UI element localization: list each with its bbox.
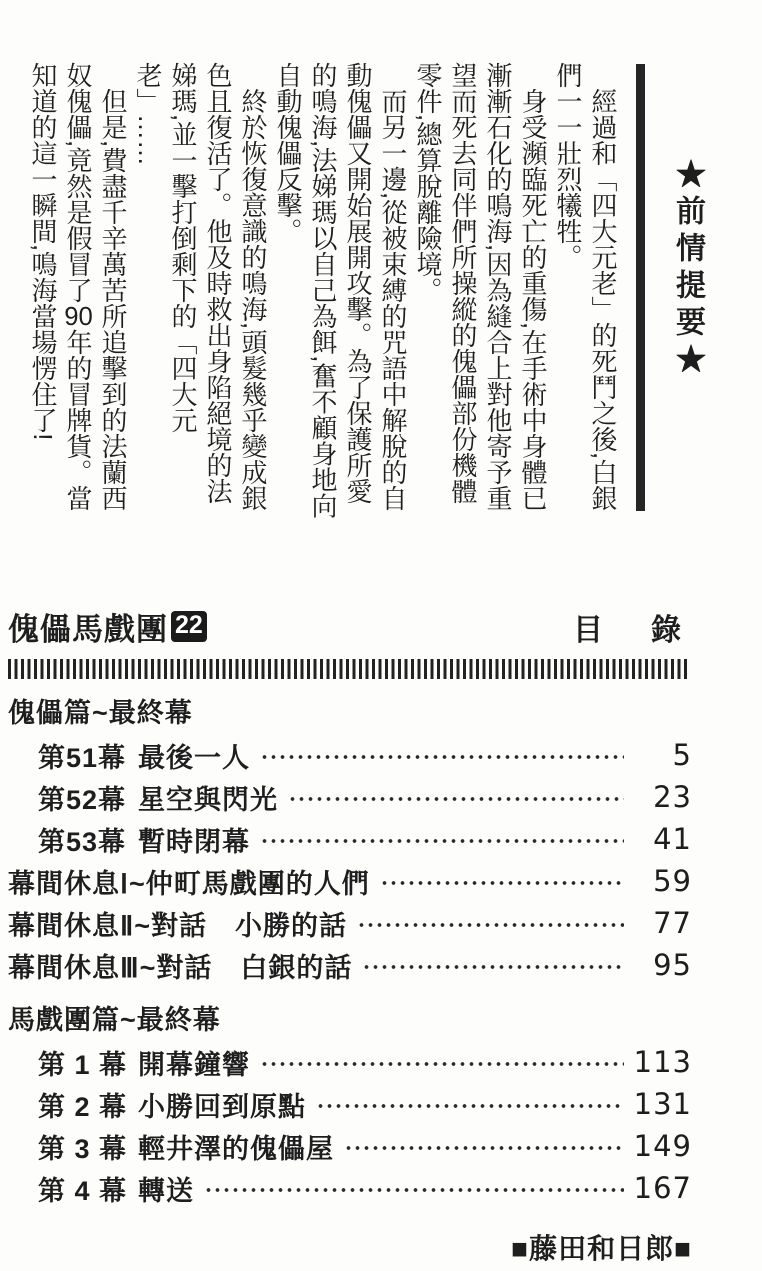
recap-paragraph: 身受瀕臨死亡的重傷,在手術中身體已漸漸石化的鳴海,因為縫合上對他寄予重望而死去同伴們所操縱的傀儡部份機體零件,總算脫離險境。 — [413, 62, 548, 512]
horizontal-digits: 90 — [64, 303, 93, 330]
chapter-label: 第 1 幕 — [38, 1049, 128, 1080]
toc-row — [8, 944, 692, 986]
story-recap-section — [25, 62, 710, 524]
toc-row — [38, 1125, 692, 1167]
page-number: 59 — [653, 864, 692, 898]
toc-sections — [8, 692, 692, 1209]
hatched-divider — [8, 659, 688, 679]
toc-row — [38, 1083, 692, 1125]
page-number: 131 — [633, 1087, 692, 1121]
chapter-label: 第 2 幕 — [38, 1091, 128, 1122]
dot-leader — [362, 965, 624, 969]
entry-title: 暫時閉幕 — [138, 826, 250, 857]
dot-leader — [260, 839, 624, 843]
page-number: 95 — [653, 948, 692, 982]
chapter-label: 第 3 幕 — [38, 1133, 128, 1164]
toc-section-header: 馬戲團篇~最終幕 — [8, 1005, 221, 1035]
entry-title: 最後一人 — [138, 742, 250, 773]
toc-header-row — [8, 604, 692, 649]
chapter-label: 第52幕 — [38, 784, 127, 815]
recap-paragraph: 而另一邊,從被束縛的咒語中解脫的自動傀儡又開始展開攻擊。為了保護所愛的鳴海,法娣瑪以自己為餌,奮不顧身地向自動傀儡反擊。 — [273, 62, 408, 519]
contents-heading: 目 錄 — [573, 614, 690, 647]
recap-paragraph: 但是,費盡千辛萬苦所追擊到的法蘭西奴傀儡,竟然是假冒了90年的冒牌貨。當知道的這一瞬間,鳴海當場愣住了! — [28, 62, 128, 512]
dot-leader — [204, 1188, 624, 1192]
book-title-wrap — [8, 604, 207, 649]
dot-leader — [260, 755, 624, 759]
toc-row — [38, 1167, 692, 1209]
toc-row — [38, 776, 692, 818]
recap-paragraph: 經過和「四大元老」的死鬥之後,白銀們一一壯烈犧牲。 — [553, 62, 618, 512]
author-credit: ■藤田和日郎■ — [511, 1233, 692, 1264]
page-number: 149 — [633, 1129, 692, 1163]
entry-title: 幕間休息Ⅱ~對話 小勝的話 — [8, 910, 348, 941]
entry-title: 轉送 — [138, 1175, 194, 1206]
entry-title: 幕間休息Ⅰ~仲町馬戲團的人們 — [8, 868, 370, 899]
book-title: 傀儡馬戲團 — [8, 612, 168, 647]
chapter-label: 第51幕 — [38, 742, 127, 773]
page-number: 23 — [653, 780, 692, 814]
toc-row — [38, 1041, 692, 1083]
chapter-label: 第53幕 — [38, 826, 127, 857]
table-of-contents — [8, 604, 692, 1267]
recap-paragraph: 終於恢復意識的鳴海,頭髮幾乎變成銀色且復活了。他及時救出身陷絕境的法娣瑪,並一擊打倒剩下的「四大元老」…… — [133, 62, 268, 512]
dot-leader — [357, 923, 624, 927]
entry-title: 幕間休息Ⅲ~對話 白銀的話 — [8, 952, 353, 983]
recap-heading: ★前情提要★ — [671, 158, 704, 380]
recap-text — [25, 62, 620, 522]
page-number: 41 — [653, 822, 692, 856]
page-number: 5 — [672, 738, 692, 772]
dot-leader — [288, 797, 624, 801]
vertical-rule — [636, 64, 645, 511]
dot-leader — [316, 1104, 624, 1108]
page-number: 113 — [633, 1045, 692, 1079]
entry-title: 星空與閃光 — [138, 784, 278, 815]
dot-leader — [380, 881, 624, 885]
dot-leader — [344, 1146, 624, 1150]
entry-title: 輕井澤的傀儡屋 — [138, 1133, 334, 1164]
page-number: 167 — [633, 1171, 692, 1205]
toc-row — [8, 860, 692, 902]
chapter-label: 第 4 幕 — [38, 1175, 128, 1206]
toc-section-header: 傀儡篇~最終幕 — [8, 698, 193, 728]
entry-title: 小勝回到原點 — [138, 1091, 306, 1122]
toc-row — [38, 734, 692, 776]
dot-leader — [260, 1062, 624, 1066]
toc-row — [8, 902, 692, 944]
volume-badge: 22 — [171, 611, 207, 642]
entry-title: 開幕鐘響 — [138, 1049, 250, 1080]
page-number: 77 — [653, 906, 692, 940]
toc-row — [38, 818, 692, 860]
